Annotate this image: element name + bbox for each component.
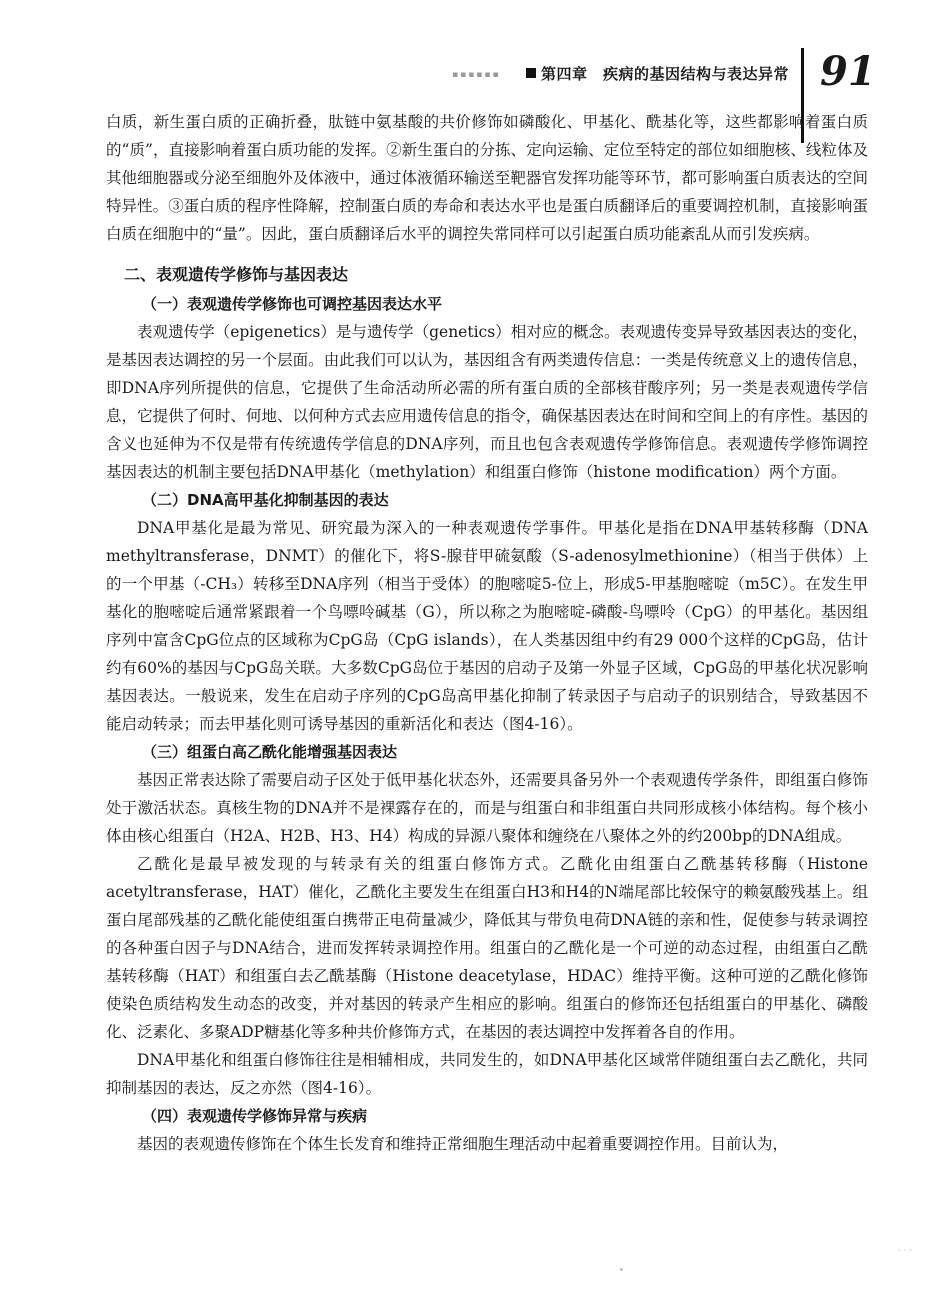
subsection-heading: （一）表观遗传学修饰也可调控基因表达水平	[142, 295, 443, 313]
header-decoration: ▪▪▪▪▪▪	[452, 70, 501, 80]
page-body	[106, 108, 868, 1158]
subsection-heading: （二）DNA高甲基化抑制基因的表达	[142, 491, 389, 509]
scan-speck	[620, 1268, 623, 1271]
subsection-heading: （四）表观遗传学修饰异常与疾病	[142, 1107, 368, 1125]
section-heading: 二、表观遗传学修饰与基因表达	[124, 265, 349, 284]
page-header	[0, 48, 950, 98]
paragraph: 乙酰化是最早被发现的与转录有关的组蛋白修饰方式。乙酰化由组蛋白乙酰基转移酶（Histone acetyltransferase，HAT）催化，乙酰化主要发生在组蛋白H3和H4的N端尾部比较保守的赖氨酸残基上。组蛋白尾部残基的乙酰化能使组蛋白携带正电荷量减少，降低其与带负电荷DNA链的亲和性，促使参与转录调控的各种蛋白因子与DNA结合，进而发挥转录调控作用。组蛋白的乙酰化是一个可逆的动态过程，由组蛋白乙酰基转移酶（HAT）和组蛋白去乙酰基酶（Histone deacetylase，HDAC）维持平衡。这种可逆的乙酰化修饰使染色质结构发生动态的改变，并对基因的转录产生相应的影响。组蛋白的修饰还包括组蛋白的甲基化、磷酸化、泛素化、多聚ADP糖基化等多种共价修饰方式，在基因的表达调控中发挥着各自的作用。	[106, 855, 868, 1041]
chapter-title: 第四章 疾病的基因结构与表达异常	[541, 65, 790, 83]
paragraph: DNA甲基化和组蛋白修饰往往是相辅相成，共同发生的，如DNA甲基化区域常伴随组蛋白去乙酰化，共同抑制基因的表达，反之亦然（图4-16）。	[106, 1051, 868, 1097]
paragraph: DNA甲基化是最为常见、研究最为深入的一种表观遗传学事件。甲基化是指在DNA甲基转移酶（DNA methyltransferase，DNMT）的催化下，将S-腺苷甲硫氨酸（S-adenosylmethionine）（相当于供体）上的一个甲基（-CH₃）转移至DNA序列（相当于受体）的胞嘧啶5-位上，形成5-甲基胞嘧啶（m5C）。在发生甲基化的胞嘧啶后通常紧跟着一个鸟嘌呤碱基（G），所以称之为胞嘧啶-磷酸-鸟嘌呤（CpG）的甲基化。基因组序列中富含CpG位点的区域称为CpG岛（CpG islands），在人类基因组中约有29 000个这样的CpG岛，估计约有60%的基因与CpG岛关联。大多数CpG岛位于基因的启动子及第一外显子区域，CpG岛的甲基化状况影响基因表达。一般说来，发生在启动子序列的CpG岛高甲基化抑制了转录因子与启动子的识别结合，导致基因不能启动转录；而去甲基化则可诱导基因的重新活化和表达（图4-16）。	[106, 519, 868, 733]
corner-mark: · · ◦	[898, 1246, 913, 1255]
subsection-heading: （三）组蛋白高乙酰化能增强基因表达	[142, 743, 398, 761]
spacer	[106, 248, 868, 260]
paragraph: 基因正常表达除了需要启动子区处于低甲基化状态外，还需要具备另外一个表观遗传学条件，即组蛋白修饰处于激活状态。真核生物的DNA并不是裸露存在的，而是与组蛋白和非组蛋白共同形成核小体结构。每个核小体由核心组蛋白（H2A、H2B、H3、H4）构成的异源八聚体和缠绕在八聚体之外的约200bp的DNA组成。	[106, 771, 868, 845]
paragraph: 白质，新生蛋白质的正确折叠，肽链中氨基酸的共价修饰如磷酸化、甲基化、酰基化等，这些都影响着蛋白质的“质”，直接影响着蛋白质功能的发挥。②新生蛋白的分拣、定向运输、定位至特定的部位如细胞核、线粒体及其他细胞器或分泌至细胞外及体液中，通过体液循环输送至靶器官发挥功能等环节，都可影响蛋白质表达的空间特异性。③蛋白质的程序性降解，控制蛋白质的寿命和表达水平也是蛋白质翻译后的重要调控机制，直接影响蛋白质在细胞中的“量”。因此，蛋白质翻译后水平的调控失常同样可以引起蛋白质功能紊乱从而引发疾病。	[106, 113, 868, 243]
page-number: 91	[820, 48, 876, 95]
paragraph: 基因的表观遗传修饰在个体生长发育和维持正常细胞生理活动中起着重要调控作用。目前认为，	[137, 1135, 789, 1153]
header-square-icon	[526, 68, 536, 78]
paragraph: 表观遗传学（epigenetics）是与遗传学（genetics）相对应的概念。表观遗传变异导致基因表达的变化，是基因表达调控的另一个层面。由此我们可以认为，基因组含有两类遗传信息：一类是传统意义上的遗传信息，即DNA序列所提供的信息，它提供了生命活动所必需的所有蛋白质的全部核苷酸序列；另一类是表观遗传学信息，它提供了何时、何地、以何种方式去应用遗传信息的指令，确保基因表达在时间和空间上的有序性。基因的含义也延伸为不仅是带有传统遗传学信息的DNA序列，而且也包含表观遗传学修饰信息。表观遗传学修饰调控基因表达的机制主要包括DNA甲基化（methylation）和组蛋白修饰（histone modification）两个方面。	[106, 323, 868, 481]
